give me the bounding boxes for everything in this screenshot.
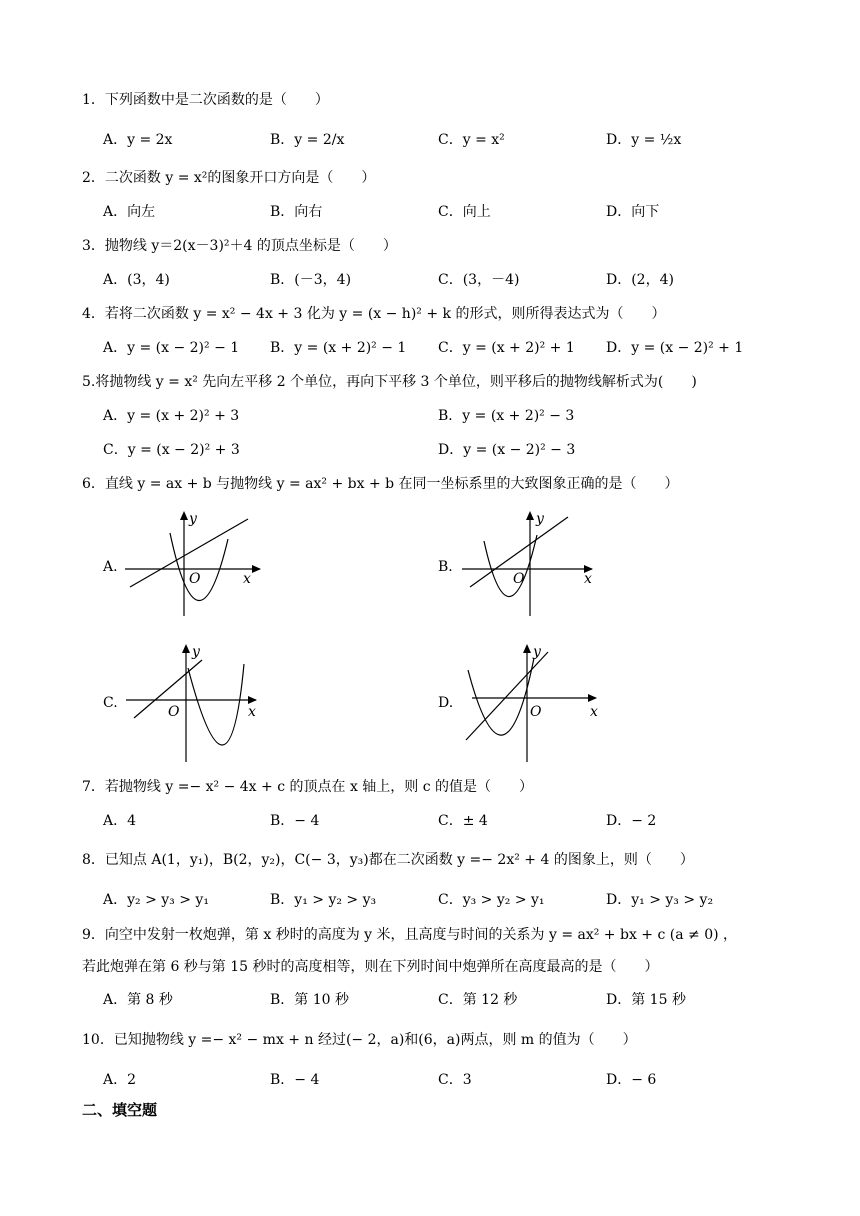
q8-option-d: D．y₁ > y₃ > y₂	[606, 892, 714, 908]
q4-option-b: B．y = (x + 2)² − 1	[270, 340, 407, 356]
q6-option-d: D.	[438, 695, 454, 711]
q6-graph-c	[126, 640, 276, 764]
q3-option-d: D．(2，4)	[606, 272, 674, 288]
origin-label: O	[189, 571, 201, 587]
q4-option-d: D．y = (x − 2)² + 1	[606, 340, 744, 356]
question-6-stem: 6．直线 y = ax + b 与抛物线 y = ax² + bx + b 在同一坐标系里的大致图象正确的是（ ）	[82, 476, 679, 492]
q10-option-b: B．− 4	[270, 1072, 320, 1088]
q6-option-b: B.	[438, 559, 453, 575]
question-7-stem: 7．若抛物线 y =− x² − 4x + c 的顶点在 x 轴上，则 c 的值是（ ）	[82, 779, 534, 795]
question-3-stem: 3．抛物线 y＝2(x－3)²＋4 的顶点坐标是（ ）	[82, 238, 397, 254]
q7-option-c: C．± 4	[438, 813, 488, 829]
q3-option-b: B．(－3，4)	[270, 272, 352, 288]
q4-option-a: A．y = (x − 2)² − 1	[103, 340, 240, 356]
origin-label: O	[530, 704, 542, 720]
q3-option-c: C．(3，－4)	[438, 272, 520, 288]
q5-option-d: D．y = (x − 2)² − 3	[438, 442, 576, 458]
q6-option-c: C.	[103, 695, 118, 711]
q5-option-a: A．y = (x + 2)² + 3	[103, 408, 240, 424]
question-5-stem: 5.将抛物线 y = x² 先向左平移 2 个单位，再向下平移 3 个单位，则平移后的抛物线解析式为( )	[82, 374, 697, 390]
q1-option-c: C．y = x²	[438, 132, 505, 148]
q1-option-b: B．y = 2/x	[270, 132, 345, 148]
origin-label: O	[168, 704, 180, 720]
q6-graph-b	[462, 505, 612, 617]
q8-option-b: B．y₁ > y₂ > y₃	[270, 892, 377, 908]
q7-option-a: A．4	[103, 813, 137, 829]
y-axis-label: y	[192, 644, 200, 660]
q7-option-d: D．− 2	[606, 813, 657, 829]
question-1-stem: 1．下列函数中是二次函数的是（ ）	[82, 92, 329, 108]
x-axis-label: x	[584, 571, 592, 587]
x-axis-label: x	[248, 704, 256, 720]
section-title: 二、填空题	[82, 1101, 158, 1119]
question-9-stem: 9．向空中发射一枚炮弹，第 x 秒时的高度为 y 米，且高度与时间的关系为 y = ax² + bx + c (a ≠ 0) ，	[82, 927, 738, 943]
q1-option-a: A．y = 2x	[103, 132, 173, 148]
y-axis-label: y	[536, 511, 544, 527]
q7-option-b: B．− 4	[270, 813, 320, 829]
q8-option-a: A．y₂ > y₃ > y₁	[103, 892, 209, 908]
x-axis-label: x	[590, 704, 598, 720]
q6-graph-d	[462, 640, 612, 764]
q9-option-d: D．第 15 秒	[606, 992, 686, 1008]
q8-option-c: C．y₃ > y₂ > y₁	[438, 892, 545, 908]
y-axis-label: y	[189, 511, 197, 527]
origin-label: O	[513, 571, 525, 587]
q1-option-d: D．y = ½x	[606, 132, 682, 148]
question-9-stem-continued: 若此炮弹在第 6 秒与第 15 秒时的高度相等，则在下列时间中炮弹所在高度最高的是（ ）	[82, 959, 659, 975]
question-10-stem: 10．已知抛物线 y =− x² − mx + n 经过(− 2，a)和(6，a)两点，则 m 的值为（ ）	[82, 1032, 637, 1048]
q3-option-a: A．(3，4)	[103, 272, 170, 288]
q9-option-c: C．第 12 秒	[438, 992, 518, 1008]
x-axis-label: x	[243, 571, 251, 587]
q2-option-c: C．向上	[438, 204, 491, 220]
q2-option-a: A．向左	[103, 204, 156, 220]
q6-option-a: A.	[103, 559, 118, 575]
q10-option-a: A．2	[103, 1072, 137, 1088]
q5-option-c: C．y = (x − 2)² + 3	[103, 442, 240, 458]
q4-option-c: C．y = (x + 2)² + 1	[438, 340, 575, 356]
q10-option-c: C．3	[438, 1072, 472, 1088]
y-axis-label: y	[533, 644, 541, 660]
question-2-stem: 2．二次函数 y = x²的图象开口方向是（ ）	[82, 170, 376, 186]
q5-option-b: B．y = (x + 2)² − 3	[438, 408, 575, 424]
q9-option-a: A．第 8 秒	[103, 992, 173, 1008]
question-8-stem: 8．已知点 A(1，y₁)，B(2，y₂)，C(− 3，y₃)都在二次函数 y =− 2x² + 4 的图象上，则（ ）	[82, 852, 694, 868]
q2-option-d: D．向下	[606, 204, 660, 220]
question-4-stem: 4．若将二次函数 y = x² − 4x + 3 化为 y = (x − h)² + k 的形式，则所得表达式为（ ）	[82, 306, 666, 322]
q9-option-b: B．第 10 秒	[270, 992, 350, 1008]
q2-option-b: B．向右	[270, 204, 323, 220]
q6-graph-a	[125, 505, 275, 617]
q10-option-d: D．− 6	[606, 1072, 657, 1088]
